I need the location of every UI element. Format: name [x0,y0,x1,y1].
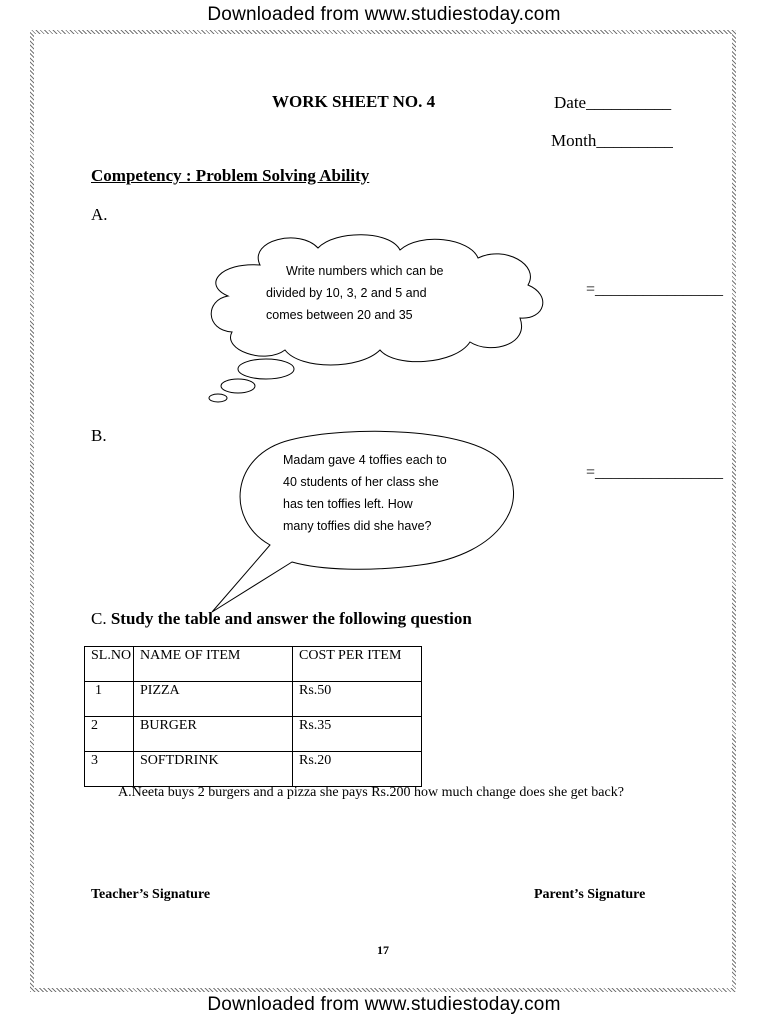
download-banner-bottom: Downloaded from www.studiestoday.com [207,994,561,1015]
download-banner-top: Downloaded from www.studiestoday.com [207,4,561,25]
table-header-row [85,647,422,682]
table-cell: 3 [85,752,134,787]
bubble-line: has ten toffies left. How [283,497,413,511]
thought-bubble-medium [221,379,255,393]
thought-bubble-small [209,394,227,402]
cloud-line: comes between 20 and 35 [266,308,413,322]
section-c-prefix: C. [91,609,107,628]
header-cell: SL.NO [85,647,134,682]
bubble-line: Madam gave 4 toffies each to [283,453,447,467]
table-cell: Rs.35 [293,717,422,752]
date-field: Date__________ [554,93,672,112]
worksheet-title: WORK SHEET NO. 4 [272,92,436,111]
header-cell: COST PER ITEM [293,647,422,682]
page-number: 17 [377,943,389,957]
table-cell: PIZZA [134,682,293,717]
table-cell: Rs.50 [293,682,422,717]
table-question: A.Neeta buys 2 burgers and a pizza she pays Rs.200 how much change does she get back? [118,785,624,800]
table-row [85,682,422,717]
cloud-line: Write numbers which can be [286,264,444,278]
bubble-line: many toffies did she have? [283,519,432,533]
section-c-heading [91,609,472,629]
section-b-label: B. [91,426,107,445]
answer-line-a: =________________ [586,281,724,298]
month-field: Month_________ [551,131,673,150]
table-cell: 2 [85,717,134,752]
table-cell: BURGER [134,717,293,752]
section-a-label: A. [91,205,108,224]
price-table [84,646,422,787]
cloud-question [266,260,476,326]
parent-signature: Parent’s Signature [534,887,646,902]
section-c-title: Study the table and answer the following question [106,609,472,628]
table-row [85,717,422,752]
table-cell: 1 [85,682,134,717]
bubble-question [283,449,483,537]
header-cell: NAME OF ITEM [134,647,293,682]
teacher-signature: Teacher’s Signature [91,887,211,902]
table-row [85,752,422,787]
cloud-line: divided by 10, 3, 2 and 5 and [266,286,427,300]
table-cell: SOFTDRINK [134,752,293,787]
competency-heading: Competency : Problem Solving Ability [91,166,370,185]
answer-line-b: =________________ [586,464,724,481]
bubble-line: 40 students of her class she [283,475,439,489]
table-cell: Rs.20 [293,752,422,787]
thought-bubble-large [238,359,294,379]
